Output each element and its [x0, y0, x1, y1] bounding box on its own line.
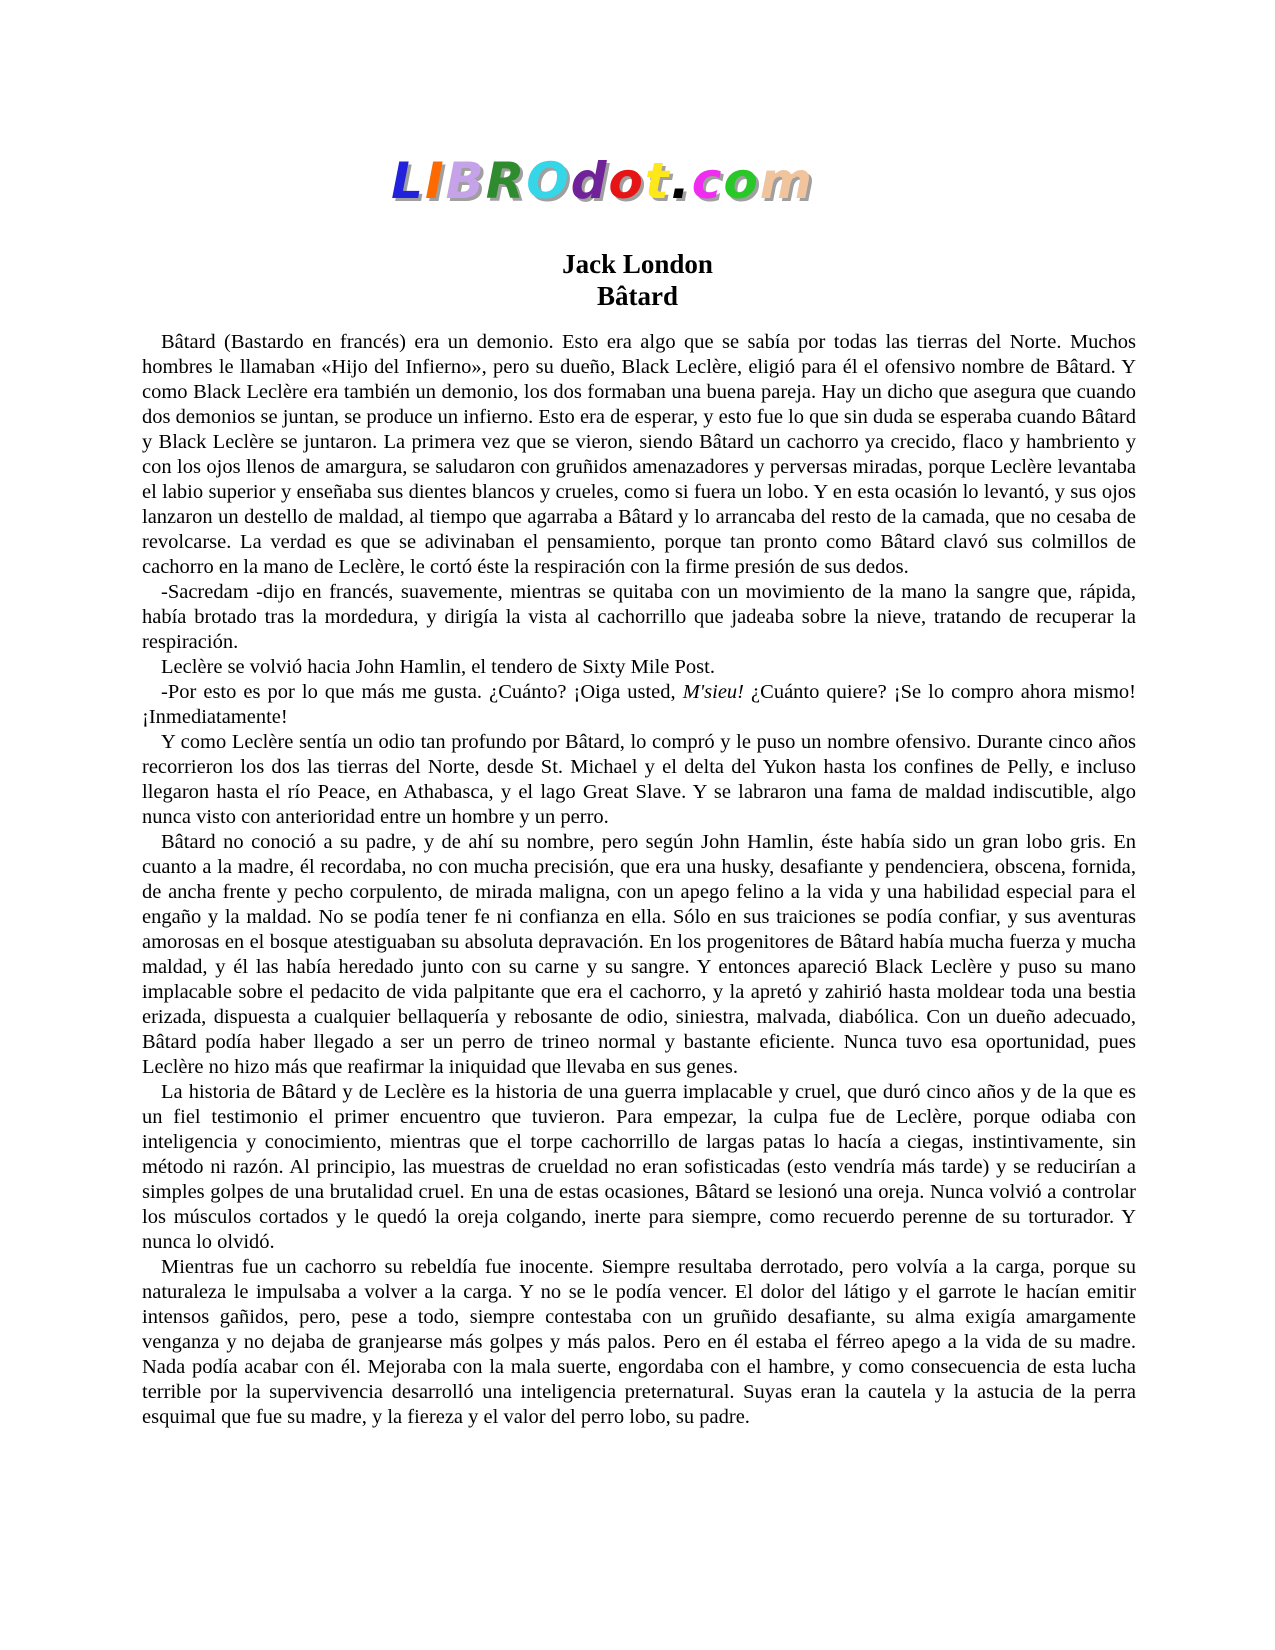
logo-letter: t	[644, 152, 671, 210]
logo-letter: O	[526, 152, 571, 210]
paragraph-5	[142, 730, 1136, 830]
logo-letter: B	[445, 152, 486, 210]
logo-letter: R	[485, 152, 527, 210]
paragraph-text: -Por esto es por lo que más me gusta. ¿Cuánto? ¡Oiga usted,	[161, 681, 683, 703]
paragraph-text: La historia de Bâtard y de Leclère es la historia de una guerra implacable y cruel, que duró cinco años y de la que es un fiel testimonio el primer encuentro que tuvieron. Para empezar, la culpa fue de Leclère, porque odiaba con inteligencia y conocimiento, mientras que el torpe cachorrillo de largas patas lo hacía a ciegas, instintivamente, sin método ni razón. Al principio, las muestras de crueldad no eran sofisticadas (esto vendría más tarde) y se reducirían a simples golpes de una brutalidad cruel. En una de estas ocasiones, Bâtard se lesionó una oreja. Nunca volvió a controlar los músculos cortados y le quedó la oreja colgando, inerte para siempre, como recuerdo perenne de su torturador. Y nunca lo olvidó.	[142, 1081, 1136, 1253]
paragraph-8	[142, 1255, 1136, 1430]
paragraph-text: Mientras fue un cachorro su rebeldía fue inocente. Siempre resultaba derrotado, pero volvía a la carga, porque su naturaleza le impulsaba a volver a la carga. Y no se le podía vencer. El dolor del látigo y el garrote le hacían emitir intensos gañidos, pero, pese a todo, siempre contestaba con un gruñido desafiante, su alma exigía amargamente venganza y no dejaba de granjearse más golpes y más palos. Pero en él estaba el férreo apego a la vida de su madre. Nada podía acabar con él. Mejoraba con la mala suerte, engordaba con el hambre, y como consecuencia de esta lucha terrible por la supervivencia desarrolló una inteligencia preternatural. Suyas eran la cautela y la astucia de la perra esquimal que fue su madre, y la fiereza y el valor del perro lobo, su padre.	[142, 1256, 1136, 1428]
paragraph-text-italic: M'sieu!	[682, 681, 745, 703]
logo-letter: d	[570, 152, 609, 210]
paragraph-text: Y como Leclère sentía un odio tan profundo por Bâtard, lo compró y le puso un nombre ofensivo. Durante cinco años recorrieron los dos las tierras del Norte, desde St. Michael y el delta del Yukon hasta los confines de Pelly, e incluso llegaron hasta el río Peace, en Athabasca, y el lago Great Slave. Y se labraron una fama de maldad indiscutible, algo nunca visto con anterioridad entre un hombre y un perro.	[142, 731, 1136, 828]
paragraph-text: ¿Cuánto quiere? ¡Se lo compro ahora mismo! ¡Inmediatamente!	[142, 681, 1136, 728]
logo-letter: .	[670, 152, 692, 210]
author-heading: Jack London	[562, 249, 713, 279]
logo-letter: I	[424, 152, 446, 210]
title-heading: Bâtard	[597, 281, 678, 311]
logo-letter: o	[723, 152, 760, 210]
librodot-logo	[0, 152, 1275, 210]
logo-letter: m	[759, 152, 814, 210]
logo-letter: L	[391, 152, 425, 210]
body-text	[142, 330, 1136, 1430]
paragraph-1	[142, 330, 1136, 580]
paragraph-text: Bâtard (Bastardo en francés) era un demonio. Esto era algo que se sabía por todas las tierras del Norte. Muchos hombres le llamaban «Hijo del Infierno», pero su dueño, Black Leclère, eligió para él el ofensivo nombre de Bâtard. Y como Black Leclère era también un demonio, los dos formaban una buena pareja. Hay un dicho que asegura que cuando dos demonios se juntan, se produce un infierno. Esto era de esperar, y esto fue lo que sin duda se esperaba cuando Bâtard y Black Leclère se juntaron. La primera vez que se vieron, siendo Bâtard un cachorro ya crecido, flaco y hambriento y con los ojos llenos de amargura, se saludaron con gruñidos amenazadores y perversas miradas, porque Leclère levantaba el labio superior y enseñaba sus dientes blancos y crueles, como si fuera un lobo. Y en esta ocasión lo levantó, y sus ojos lanzaron un destello de maldad, al tiempo que agarraba a Bâtard y lo arrancaba del resto de la camada, que no cesaba de revolcarse. La verdad es que se adivinaban el pensamiento, porque tan pronto como Bâtard clavó sus colmillos de cachorro en la mano de Leclère, le cortó éste la respiración con la firme presión de sus dedos.	[142, 331, 1136, 578]
paragraph-7	[142, 1080, 1136, 1255]
logo-letter: o	[608, 152, 645, 210]
logo-letter: c	[691, 152, 724, 210]
paragraph-3	[142, 655, 1136, 680]
paragraph-6	[142, 830, 1136, 1080]
paragraph-2	[142, 580, 1136, 655]
paragraph-text: Leclère se volvió hacia John Hamlin, el tendero de Sixty Mile Post.	[161, 656, 715, 678]
paragraph-4	[142, 680, 1136, 730]
paragraph-text: Bâtard no conoció a su padre, y de ahí su nombre, pero según John Hamlin, éste había sido un gran lobo gris. En cuanto a la madre, él recordaba, no con mucha precisión, que era una husky, desafiante y pendenciera, obscena, fornida, de ancha frente y pecho corpulento, de mirada maligna, con un apego felino a la vida y una habilidad especial para el engaño y la maldad. No se podía tener fe ni confianza en ella. Sólo en sus traiciones se podía confiar, y sus aventuras amorosas en el bosque atestiguaban su absoluta depravación. En los progenitores de Bâtard había mucha fuerza y mucha maldad, y él las había heredado junto con su carne y su sangre. Y entonces apareció Black Leclère y puso su mano implacable sobre el pedacito de vida palpitante que era el cachorro, y la apretó y zahirió hasta moldear toda una bestia erizada, dispuesta a cualquier bellaquería y rebosante de odio, siniestra, malvada, diabólica. Con un dueño adecuado, Bâtard podía haber llegado a ser un perro de trineo normal y bastante eficiente. Nunca tuvo esa oportunidad, pues Leclère no hizo más que reafirmar la iniquidad que llevaba en sus genes.	[142, 831, 1136, 1078]
paragraph-text: -Sacredam -dijo en francés, suavemente, mientras se quitaba con un movimiento de la mano la sangre que, rápida, había brotado tras la mordedura, y dirigía la vista al cachorrillo que jadeaba sobre la nieve, tratando de recuperar la respiración.	[142, 581, 1136, 653]
page-heading	[0, 248, 1275, 312]
